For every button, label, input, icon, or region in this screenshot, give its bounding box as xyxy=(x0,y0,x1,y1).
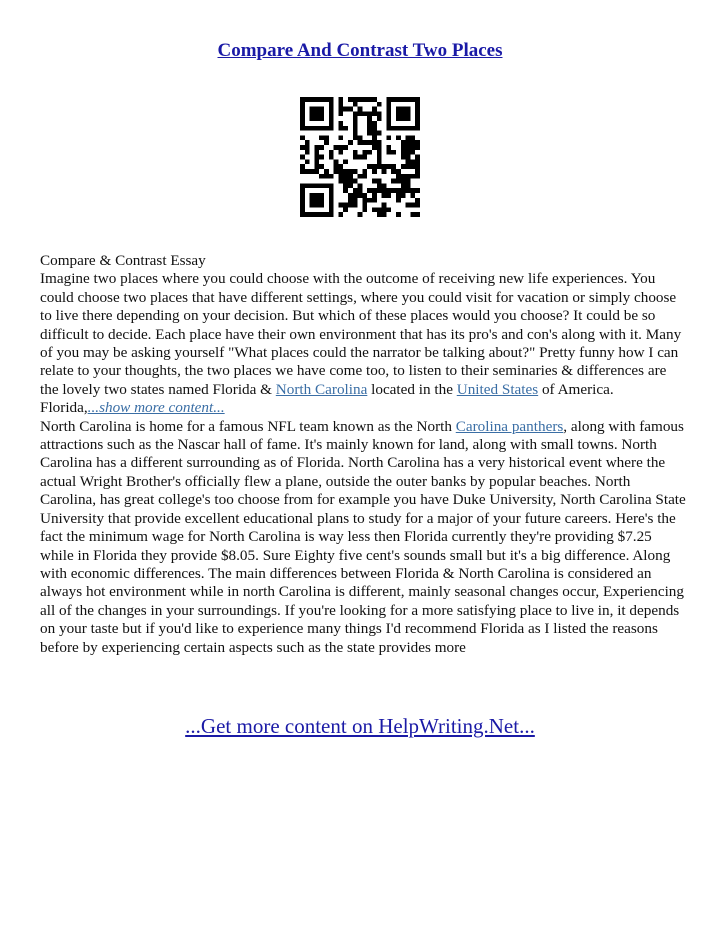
essay-body xyxy=(40,252,686,657)
paragraph-text: , along with famous attractions such as the Nascar hall of fame. It's mainly known for land, along with small towns. North Carolina has a different surrounding as of Florida. North Carolina has a very historical event where the actual Wright Brother's officially flew a plane, outside the outer banks by popular beaches. North Carolina, has great college's too choose from for example you have Duke University, North Carolina State University that provide excellent educational plans to study for a major of your future careers. Here's the fact the minimum wage for North Carolina is way less then Florida currently they're providing $7.25 while in Florida they provide $8.05. Sure Eighty five cent's sounds small but it's a big difference. Along with economic differences. The main differences between Florida & North Carolina is considered an always hot environment while in north Carolina is different, mainly seasonal changes occur, Experiencing all of the changes in your surroundings. If you're looking for a more satisfying place to live in, it depends on your taste but if you'd like to experience many things I'd recommend Florida as I listed the reasons before by experiencing certain aspects such as the state provides more xyxy=(40,417,686,656)
show-more-link[interactable]: ...show more content... xyxy=(87,399,225,417)
paragraph-text: located in the xyxy=(367,380,457,398)
title-link[interactable]: Compare And Contrast Two Places xyxy=(217,40,503,61)
florida-prefix: Florida, xyxy=(40,399,88,417)
essay-heading: Compare & Contrast Essay xyxy=(40,252,206,269)
paragraph-text: North Carolina is home for a famous NFL team known as the North xyxy=(40,417,456,435)
page-title xyxy=(0,40,720,62)
florida-line xyxy=(40,399,686,417)
essay-paragraph-1 xyxy=(40,270,686,399)
qr-code-icon xyxy=(300,97,420,217)
essay-paragraph-2 xyxy=(40,418,686,657)
paragraph-text: Imagine two places where you could choose with the outcome of receiving new life experiences. You could choose two places that have different settings, where you could visit for vacation or simply choose to live there depending on your decision. But which of these places would you choose? It could be so difficult to decide. Each place have their own environment that has its pro's and con's along with it. Many of you may be asking yourself "What places could the narrator be talking about?" Pretty funny how I can relate to your thoughts, the two places we have come too, to listen to their seminaries & differences are the lovely two states named Florida & xyxy=(40,270,682,398)
united-states-link[interactable]: United States xyxy=(456,380,539,398)
get-more-content xyxy=(0,714,720,739)
paragraph-text: of America. xyxy=(538,380,614,398)
get-more-content-link[interactable]: ...Get more content on HelpWriting.Net... xyxy=(185,714,535,738)
carolina-panthers-link[interactable]: Carolina panthers xyxy=(455,417,564,435)
north-carolina-link[interactable]: North Carolina xyxy=(275,380,368,398)
